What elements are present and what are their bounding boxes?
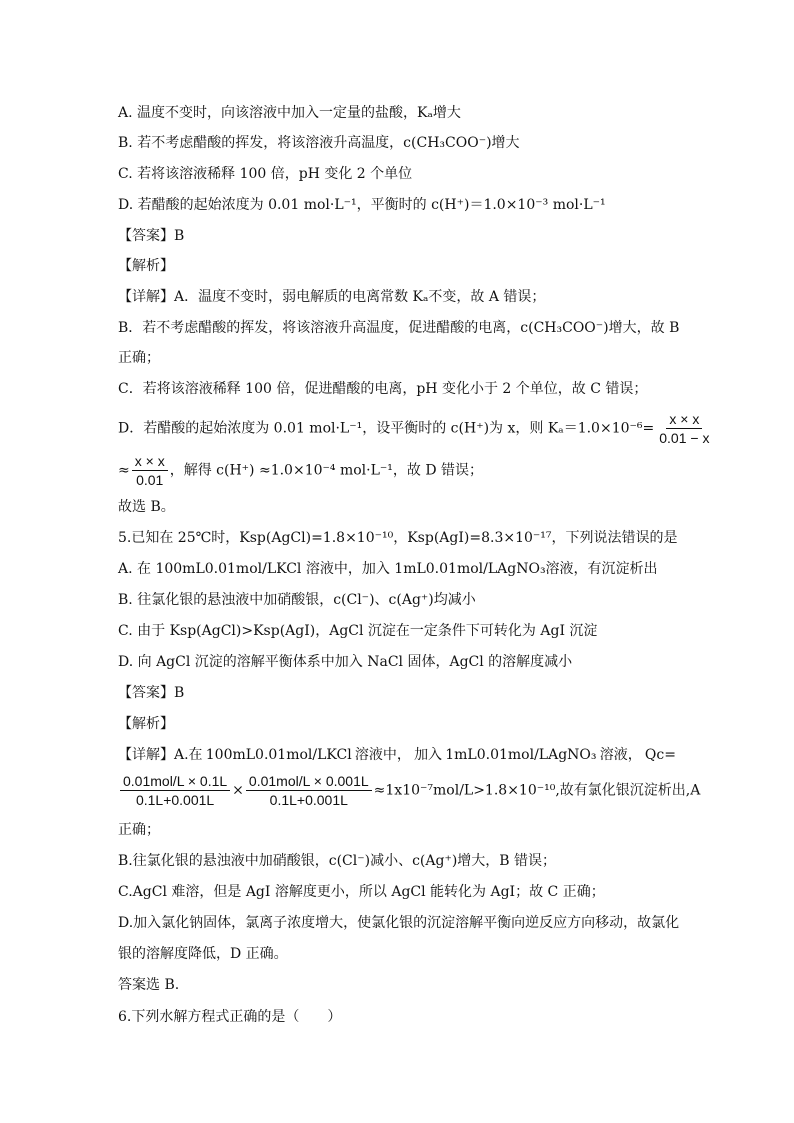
q4-option-a: A. 温度不变时，向该溶液中加入一定量的盐酸，Kₐ增大 xyxy=(118,105,461,121)
q5-conclusion: 答案选 B. xyxy=(118,977,180,993)
q4-explain-d-line1 xyxy=(118,410,714,447)
fraction-numerator: x × x xyxy=(132,452,168,471)
q5-word: 溶液中， xyxy=(354,747,411,763)
q4-analysis-heading: 【解析】 xyxy=(118,258,174,274)
q5-word: Qc= xyxy=(644,747,676,763)
q4-conclusion: 故选 B。 xyxy=(118,499,175,515)
fraction-numerator: 0.01mol/L × 0.001L xyxy=(246,772,372,791)
q5-word: 溶液， xyxy=(599,747,642,763)
q5-fraction-1 xyxy=(120,772,230,809)
q5-explain-d-line1: D.加入氯化钠固体，氯离子浓度增大，使氯化银的沉淀溶解平衡向逆反应方向移动，故氯化 xyxy=(118,915,680,931)
q5-word: 【详解】A.在 xyxy=(118,747,203,763)
q5-explain-d-line2: 银的溶解度降低，D 正确。 xyxy=(118,946,288,962)
q4-fraction-1 xyxy=(656,410,712,447)
q5-explain-a-line1 xyxy=(118,745,676,765)
q5-answer: 【答案】B xyxy=(118,685,185,701)
q4-explain-d-line2 xyxy=(118,452,483,489)
q6-stem: 6.下列水解方程式正确的是（ ） xyxy=(118,1009,342,1025)
fraction-denominator: 0.1L+0.001L xyxy=(269,792,348,808)
q5-option-d: D. 向 AgCl 沉淀的溶解平衡体系中加入 NaCl 固体，AgCl 的溶解度减小 xyxy=(118,654,573,670)
fraction-numerator: 0.01mol/L × 0.1L xyxy=(120,772,230,791)
q5-explain-c: C.AgCl 难溶，但是 AgI 溶解度更小，所以 AgCl 能转化为 AgI；故 C 正确； xyxy=(118,884,605,900)
q4-explain-d-text: D．若醋酸的起始浓度为 0.01 mol·L⁻¹，设平衡时的 c(H⁺)为 x，则 Kₐ＝1.0×10⁻⁶= xyxy=(118,420,655,437)
q5-option-c: C. 由于 Ksp(AgCl)>Ksp(AgI)，AgCl 沉淀在一定条件下可转化为 AgI 沉淀 xyxy=(118,623,598,639)
q5-analysis-heading: 【解析】 xyxy=(118,716,174,732)
q5-explain-b: B.往氯化银的悬浊液中加硝酸银，c(Cl⁻)减小、c(Ag⁺)增大，B 错误； xyxy=(118,853,557,869)
q5-formula-result: ≈1x10⁻⁷mol/L>1.8×10⁻¹⁰,故有氯化银沉淀析出,A xyxy=(373,782,701,799)
fraction-denominator: 0.01 xyxy=(136,472,164,488)
q4-explain-a: 【详解】A．温度不变时，弱电解质的电离常数 Kₐ不变，故 A 错误； xyxy=(118,289,546,305)
q4-explain-c: C．若将该溶液稀释 100 倍，促进醋酸的电离，pH 变化小于 2 个单位，故 C 错误； xyxy=(118,381,648,397)
times-sign: × xyxy=(232,782,244,799)
q5-option-b: B. 往氯化银的悬浊液中加硝酸银，c(Cl⁻)、c(Ag⁺)均减小 xyxy=(118,592,476,608)
q4-fraction-2 xyxy=(132,452,168,489)
q4-explain-b-line2: 正确； xyxy=(118,350,160,366)
q4-explain-b-line1: B．若不考虑醋酸的挥发，将该溶液升高温度，促进醋酸的电离，c(CH₃COO⁻)增大，故 B xyxy=(118,320,680,336)
fraction-denominator: 0.01 − x xyxy=(659,430,710,446)
q4-answer: 【答案】B xyxy=(118,228,185,244)
q4-explain-d-result: ，解得 c(H⁺) ≈1.0×10⁻⁴ mol·L⁻¹，故 D 错误； xyxy=(169,462,484,479)
q5-formula-line xyxy=(118,772,700,809)
fraction-denominator: 0.1L+0.001L xyxy=(135,792,215,808)
q4-option-c: C. 若将该溶液稀释 100 倍，pH 变化 2 个单位 xyxy=(118,166,413,182)
q4-option-b: B. 若不考虑醋酸的挥发，将该溶液升高温度，c(CH₃COO⁻)增大 xyxy=(118,135,520,151)
q5-stem: 5.已知在 25℃时，Ksp(AgCl)=1.8×10⁻¹⁰，Ksp(AgI)=8.3×10⁻¹⁷，下列说法错误的是 xyxy=(118,530,678,546)
q5-option-a: A. 在 100mL0.01mol/LKCl 溶液中，加入 1mL0.01mol/LAgNO₃溶液，有沉淀析出 xyxy=(118,561,658,577)
q5-explain-a-line3: 正确； xyxy=(118,822,160,838)
q5-word: 100mL0.01mol/LKCl xyxy=(205,747,352,763)
q5-word: 加入 xyxy=(414,747,443,763)
q4-option-d: D. 若醋酸的起始浓度为 0.01 mol·L⁻¹，平衡时的 c(H⁺)＝1.0×10⁻³ mol·L⁻¹ xyxy=(118,197,606,213)
approx-sign: ≈ xyxy=(118,462,130,479)
q5-word: 1mL0.01mol/LAgNO₃ xyxy=(445,747,597,763)
q5-fraction-2 xyxy=(246,772,372,809)
fraction-numerator: x × x xyxy=(666,410,702,429)
